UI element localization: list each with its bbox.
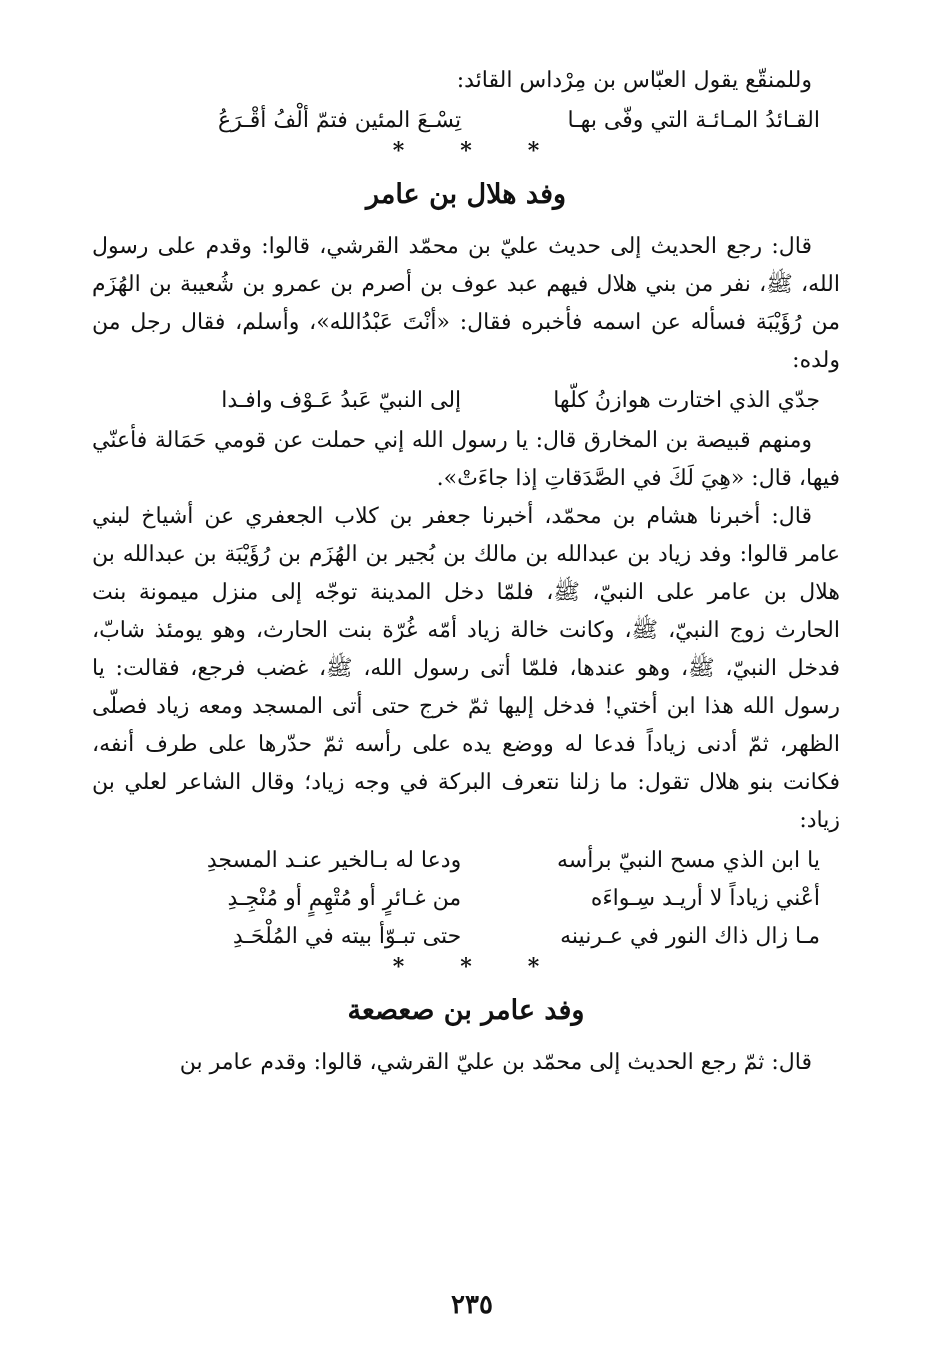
intro-line: وللمنقّع يقول العبّاس بن مِرْداس القائد: — [456, 68, 812, 93]
verse-hemistich-second: من غـائرٍ أو مُتْهِمٍ أو مُنْجِـدِ — [227, 886, 462, 911]
verse-hemistich-first: مـا زال ذاك النور في عـرنينه — [560, 924, 820, 949]
verse-hemistich-second: حتى تبـوّأ بيته في المُلْحَـدِ — [232, 924, 462, 949]
star-ornament: * — [527, 954, 540, 980]
section-heading: وفد عامر بن صعصعة — [347, 995, 585, 1026]
verse-hemistich-second: تِسْـعَ المئين فتمّ ألْفُ أقْـرَعُ — [218, 108, 462, 133]
section-divider-stars — [92, 954, 840, 980]
verse-line — [92, 382, 840, 420]
paragraph: قال: أخبرنا هشام بن محمّد، أخبرنا جعفر بن كلاب الجعفري عن أشياخ لبني عامر قالوا: وفد زياد بن عبدالله بن مالك بن بُجير بن الهُزَم بن رُؤَيْبَة بن عبدالله بن هلال بن عامر على النبيّ، ﷺ، فلمّا دخل المدينة توجّه إلى منزل ميمونة بنت الحارث زوج النبيّ، ﷺ، وكانت خالة زياد أمّه غُرّة بنت الحارث، وهو يومئذ شابّ، فدخل النبيّ، ﷺ، وهو عندها، فلمّا أتى رسول الله، ﷺ، غضب فرجع، فقالت: يا رسول الله هذا ابن أختي! فدخل إليها ثمّ خرج حتى أتى المسجد ومعه زياد فصلّى الظهر، ثمّ أدنى زياداً فدعا له ووضع يده على رأسه ثمّ حدّرها على طرف أنفه، فكانت بنو هلال تقول: ما زلنا نتعرف البركة في وجه زياد؛ وقال الشاعر لعلي بن زياد: — [92, 504, 840, 833]
star-ornament: * — [527, 138, 540, 164]
verse-hemistich-second: إلى النبيّ عَبدُ عَـوْف وافـدا — [221, 388, 462, 413]
star-ornament: * — [460, 954, 472, 980]
verse-line — [92, 880, 840, 918]
verse-line — [92, 102, 840, 140]
verse-hemistich-first: أعْني زياداً لا أريـد سِـواءَه — [590, 886, 820, 911]
verse-hemistich-first: القـائدُ المـائـة التي وفّى بهـا — [567, 108, 820, 133]
page-number: ٢٣٥ — [451, 1290, 493, 1320]
verse-hemistich-first: جدّي الذي اختارت هوازنُ كلّها — [553, 388, 820, 413]
verse-line — [92, 918, 840, 956]
star-ornament: * — [392, 954, 405, 980]
verse-line — [92, 842, 840, 880]
paragraph: قال: ثمّ رجع الحديث إلى محمّد بن عليّ القرشي، قالوا: وقدم عامر بن — [179, 1050, 812, 1075]
verse-hemistich-first: يا ابن الذي مسح النبيّ برأسه — [556, 848, 820, 873]
paragraph: ومنهم قبيصة بن المخارق قال: يا رسول الله إني حملت عن قومي حَمَالة فأعنّي فيها، قال: «هِيَ لَكَ في الصَّدَقاتِ إذا جاءَتْ». — [92, 428, 840, 491]
paragraph: قال: رجع الحديث إلى حديث عليّ بن محمّد القرشي، قالوا: وقدم على رسول الله، ﷺ، نفر من بني هلال فيهم عبد عوف بن أصرم بن عمرو بن شُعيبة بن الهُزَم من رُؤَيْبَة فسأله عن اسمه فأخبره فقال: «أنْتَ عَبْدُالله»، وأسلم، فقال رجل من ولده: — [92, 234, 840, 373]
verse-block-1 — [92, 102, 840, 140]
section-divider-stars — [92, 138, 840, 164]
star-ornament: * — [392, 138, 405, 164]
star-ornament: * — [460, 138, 472, 164]
page-content — [92, 62, 840, 1268]
verse-hemistich-second: ودعا له بـالخير عنـد المسجدِ — [206, 848, 462, 873]
verse-block-2 — [92, 382, 840, 420]
section-heading: وفد هلال بن عامر — [365, 179, 567, 210]
verse-block-3 — [92, 842, 840, 956]
